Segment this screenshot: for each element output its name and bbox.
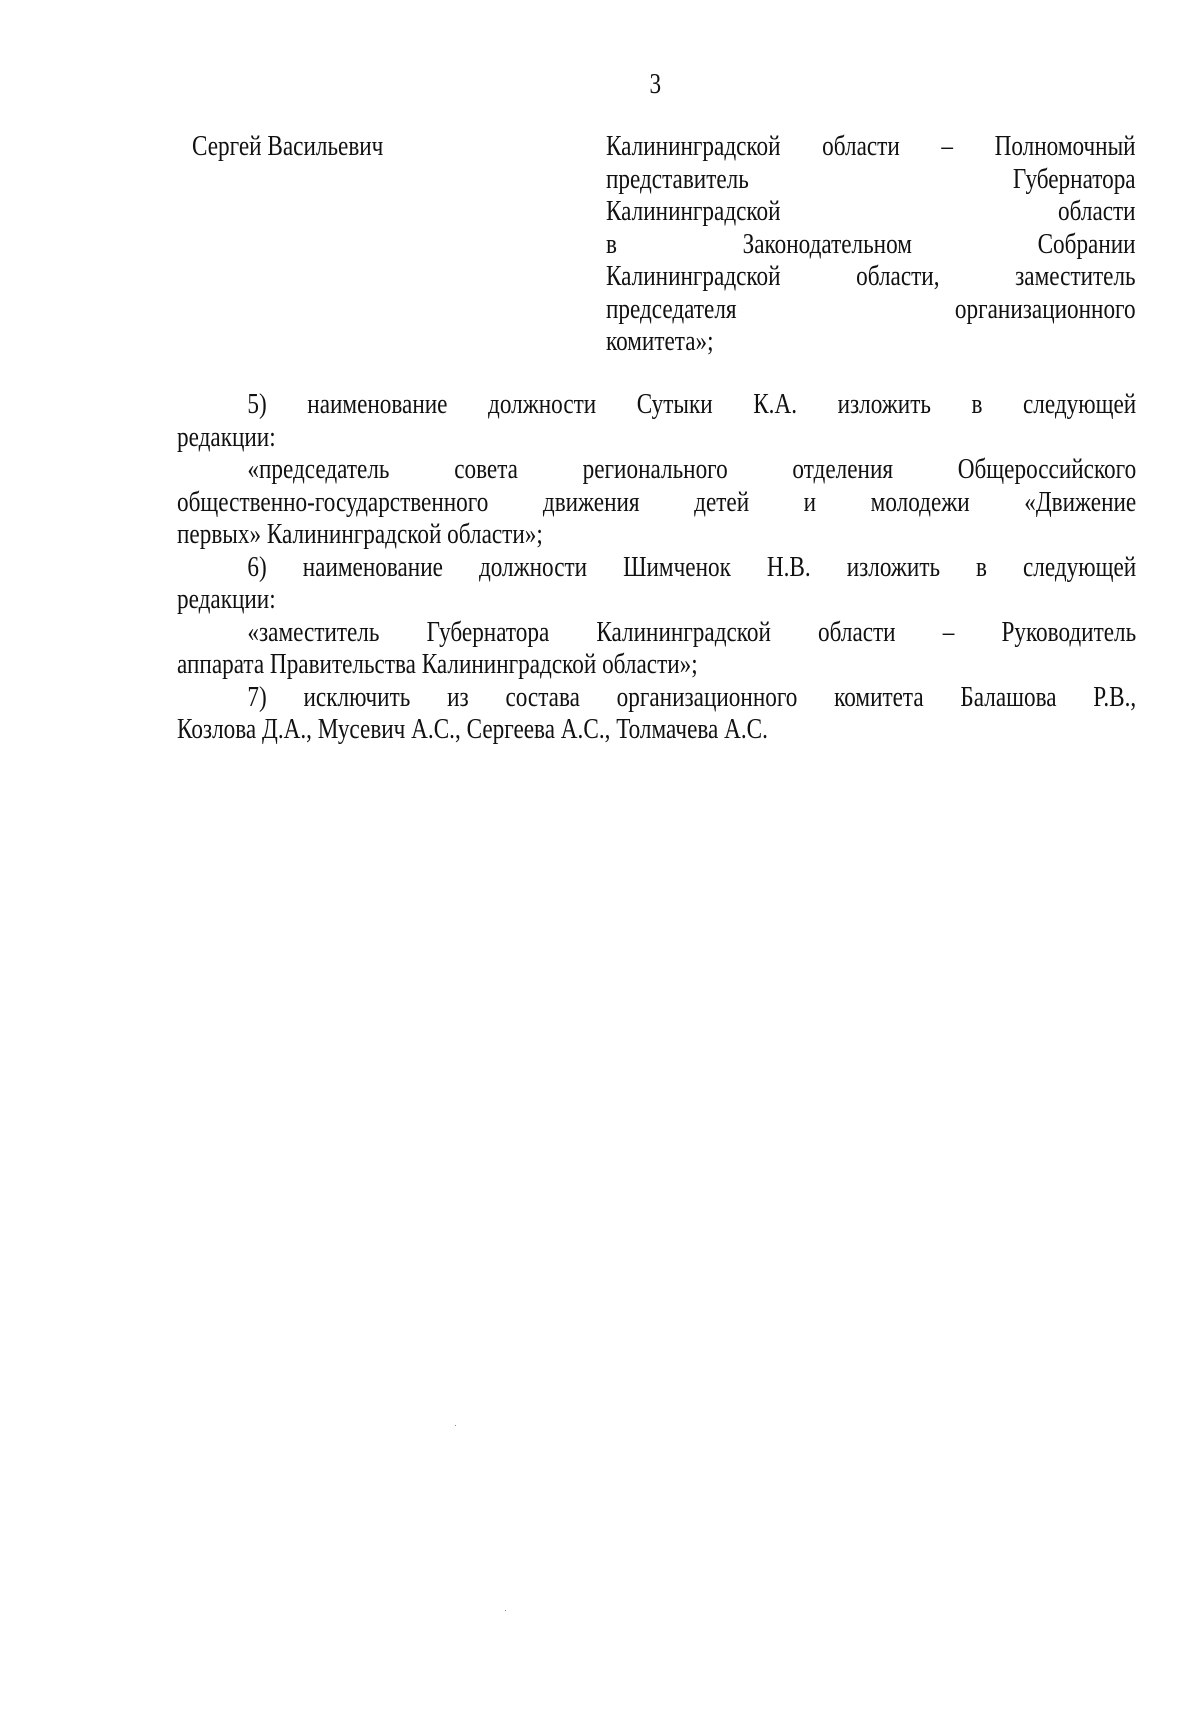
body-line: редакции: [177,583,276,615]
role-line: комитета»; [606,325,714,357]
member-name-line: Сергей Васильевич [192,130,384,162]
body-line: 6) наименование должности Шимченок Н.В. изложить в следующей [247,550,1137,583]
role-line: в Законодательном Собрании [606,227,1136,260]
role-line: Калининградской области – Полномочный [606,130,1136,162]
page-number: 3 [649,68,662,100]
body-line: Козлова Д.А., Мусевич А.С., Сергеева А.С., Толмачева А.С. [177,713,768,745]
body-line: аппарата Правительства Калининградской области»; [177,648,698,680]
body-line: редакции: [177,420,276,453]
member-name [192,130,383,163]
body-line: общественно-государственного движения детей и молодежи «Движение [177,485,1137,518]
document-body [177,388,1136,746]
body-line: 7) исключить из состава организационного комитета Балашова Р.В., [247,680,1137,713]
item-6 [177,551,1136,616]
item-5 [177,388,1136,453]
item-6-text [177,616,1136,681]
body-line: «заместитель Губернатора Калининградской области – Руководитель [247,615,1137,648]
item-5-text [177,453,1136,551]
item-7 [177,681,1136,746]
role-line: Калининградской области, заместитель [606,260,1136,292]
member-role [606,130,1136,358]
scan-speck [455,1425,456,1426]
role-line: председателя организационного [606,292,1136,325]
body-line: первых» Калининградской области»; [177,518,543,550]
body-line: «председатель совета регионального отделения Общероссийского [247,453,1137,485]
role-line: представитель Губернатора [606,162,1136,195]
body-line: 5) наименование должности Сутыки К.А. изложить в следующей [247,388,1137,420]
scan-speck [505,1610,506,1611]
role-line: Калининградской области [606,195,1136,227]
